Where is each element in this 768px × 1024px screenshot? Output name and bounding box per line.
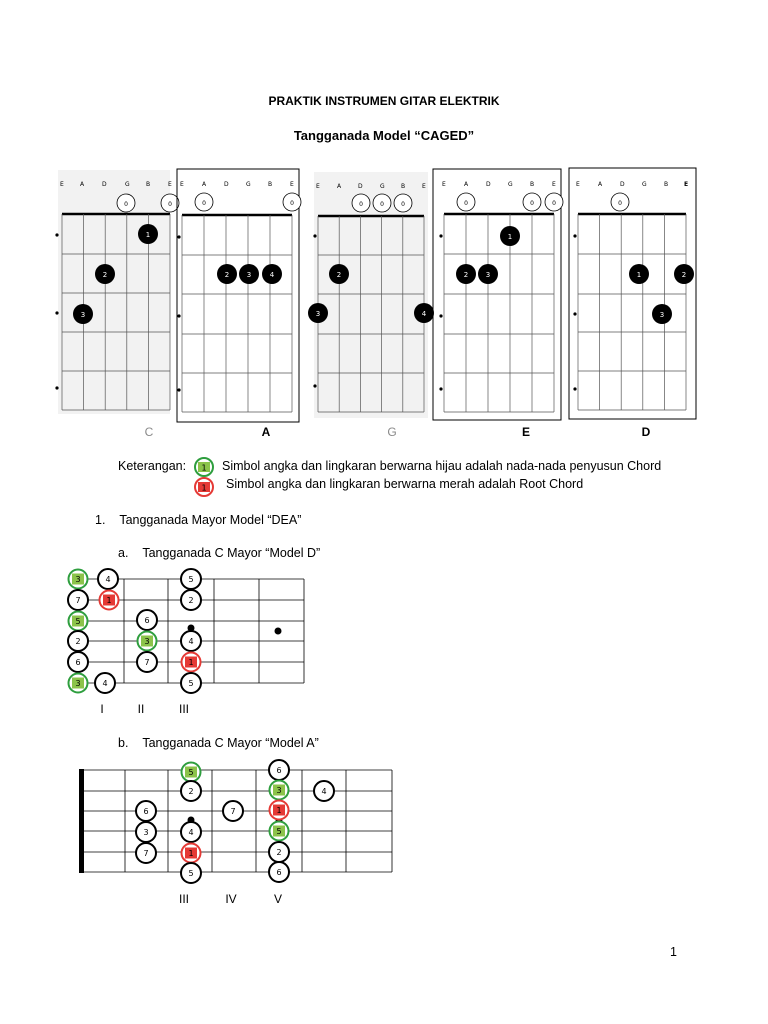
svg-text:5: 5 xyxy=(188,679,194,688)
svg-text:3: 3 xyxy=(485,271,491,279)
fret-number: II xyxy=(137,702,145,716)
fret-number: III xyxy=(178,702,189,716)
svg-text:3: 3 xyxy=(143,828,149,837)
svg-text:2: 2 xyxy=(276,848,282,857)
svg-text:0: 0 xyxy=(290,200,294,207)
svg-text:6: 6 xyxy=(75,658,81,667)
svg-text:3: 3 xyxy=(659,311,665,319)
chord-name-c: C xyxy=(144,425,154,439)
svg-text:0: 0 xyxy=(202,200,206,207)
svg-text:2: 2 xyxy=(681,271,687,279)
chord-name-a: A xyxy=(261,425,271,439)
subsection-b-heading: b. Tangganada C Mayor “Model A” xyxy=(118,736,319,750)
fret-number: III xyxy=(178,892,189,906)
subsection-a-heading: a. Tangganada C Mayor “Model D” xyxy=(118,546,321,560)
svg-text:6: 6 xyxy=(276,766,282,775)
svg-text:E: E xyxy=(684,181,689,188)
svg-text:A: A xyxy=(464,181,469,188)
fretboard-model-a xyxy=(74,755,404,885)
legend-symbols xyxy=(193,456,217,498)
string-label: E xyxy=(60,181,64,188)
svg-text:1: 1 xyxy=(636,271,642,279)
svg-text:4: 4 xyxy=(188,828,194,837)
svg-text:3: 3 xyxy=(144,637,150,646)
svg-text:4: 4 xyxy=(105,575,111,584)
svg-text:2: 2 xyxy=(188,787,194,796)
svg-text:1: 1 xyxy=(106,596,112,605)
svg-text:E: E xyxy=(422,183,426,190)
chord-name-e: E xyxy=(521,425,530,439)
svg-text:4: 4 xyxy=(269,271,275,279)
svg-text:D: D xyxy=(486,181,491,188)
svg-text:2: 2 xyxy=(188,596,194,605)
svg-text:1: 1 xyxy=(201,463,207,473)
svg-text:2: 2 xyxy=(75,637,81,646)
svg-text:6: 6 xyxy=(276,868,282,877)
open-string-label: 0 xyxy=(168,201,172,208)
svg-text:B: B xyxy=(664,181,669,188)
svg-text:G: G xyxy=(642,181,647,188)
svg-text:1: 1 xyxy=(188,658,194,667)
svg-text:D: D xyxy=(358,183,363,190)
finger-label: 2 xyxy=(102,271,108,279)
section-heading: 1. Tangganada Mayor Model “DEA” xyxy=(95,513,302,527)
string-label: D xyxy=(102,181,107,188)
svg-text:4: 4 xyxy=(188,637,194,646)
string-label: A xyxy=(80,181,85,188)
legend-red-text: Simbol angka dan lingkaran berwarna merah adalah Root Chord xyxy=(226,477,584,491)
svg-text:4: 4 xyxy=(102,679,108,688)
svg-text:G: G xyxy=(380,183,385,190)
string-label: E xyxy=(168,181,172,188)
svg-text:D: D xyxy=(224,181,229,188)
svg-text:E: E xyxy=(442,181,446,188)
caged-chord-diagrams xyxy=(0,160,768,430)
svg-text:B: B xyxy=(268,181,273,188)
svg-text:6: 6 xyxy=(143,807,149,816)
string-label: G xyxy=(125,181,130,188)
svg-text:0: 0 xyxy=(552,200,556,207)
svg-text:2: 2 xyxy=(336,271,342,279)
svg-text:5: 5 xyxy=(188,575,194,584)
chord-name-g: G xyxy=(387,425,397,439)
svg-text:3: 3 xyxy=(246,271,252,279)
svg-text:7: 7 xyxy=(144,658,150,667)
chord-name-d: D xyxy=(641,425,651,439)
svg-text:5: 5 xyxy=(75,617,81,626)
svg-text:E: E xyxy=(290,181,294,188)
finger-label: 1 xyxy=(145,231,151,239)
svg-text:D: D xyxy=(620,181,625,188)
svg-text:5: 5 xyxy=(188,768,194,777)
svg-text:G: G xyxy=(508,181,513,188)
svg-text:3: 3 xyxy=(276,786,282,795)
svg-text:3: 3 xyxy=(75,575,81,584)
svg-text:1: 1 xyxy=(188,849,194,858)
svg-text:2: 2 xyxy=(463,271,469,279)
svg-text:A: A xyxy=(202,181,207,188)
svg-text:1: 1 xyxy=(201,483,207,493)
svg-text:4: 4 xyxy=(321,787,327,796)
document-title: PRAKTIK INSTRUMEN GITAR ELEKTRIK xyxy=(268,94,500,108)
svg-text:6: 6 xyxy=(144,616,150,625)
svg-text:0: 0 xyxy=(618,200,622,207)
fret-number: IV xyxy=(225,892,237,906)
svg-text:2: 2 xyxy=(224,271,230,279)
chord-diagram-e xyxy=(433,169,563,420)
chord-diagram-c xyxy=(55,170,179,414)
svg-text:5: 5 xyxy=(188,869,194,878)
svg-text:0: 0 xyxy=(530,200,534,207)
svg-text:A: A xyxy=(598,181,603,188)
svg-text:3: 3 xyxy=(315,310,321,318)
finger-label: 3 xyxy=(80,311,86,319)
svg-text:1: 1 xyxy=(507,233,513,241)
svg-text:4: 4 xyxy=(421,310,427,318)
svg-text:5: 5 xyxy=(276,827,282,836)
fret-number: I xyxy=(100,702,104,716)
svg-text:0: 0 xyxy=(359,201,363,208)
string-label: B xyxy=(146,181,151,188)
fretboard-model-d xyxy=(62,566,312,696)
svg-text:A: A xyxy=(337,183,342,190)
svg-text:G: G xyxy=(246,181,251,188)
svg-text:E: E xyxy=(316,183,320,190)
document-subtitle: Tangganada Model “CAGED” xyxy=(293,128,475,143)
svg-text:B: B xyxy=(401,183,406,190)
svg-text:E: E xyxy=(552,181,556,188)
chord-diagram-d xyxy=(569,168,696,419)
legend-label: Keterangan: xyxy=(118,459,187,473)
svg-text:7: 7 xyxy=(75,596,81,605)
svg-text:E: E xyxy=(180,181,184,188)
chord-diagram-g xyxy=(308,172,434,418)
svg-text:B: B xyxy=(530,181,535,188)
svg-text:0: 0 xyxy=(380,201,384,208)
svg-text:E: E xyxy=(576,181,580,188)
svg-text:0: 0 xyxy=(401,201,405,208)
open-string-label: 0 xyxy=(124,201,128,208)
svg-text:0: 0 xyxy=(464,200,468,207)
svg-text:7: 7 xyxy=(230,807,236,816)
page-number: 1 xyxy=(670,945,677,959)
svg-text:1: 1 xyxy=(276,806,282,815)
legend-green-text: Simbol angka dan lingkaran berwarna hijau adalah nada-nada penyusun Chord xyxy=(222,459,662,473)
svg-text:7: 7 xyxy=(143,849,149,858)
svg-text:3: 3 xyxy=(75,679,81,688)
chord-diagram-a xyxy=(177,169,301,422)
fret-number: V xyxy=(273,892,282,906)
